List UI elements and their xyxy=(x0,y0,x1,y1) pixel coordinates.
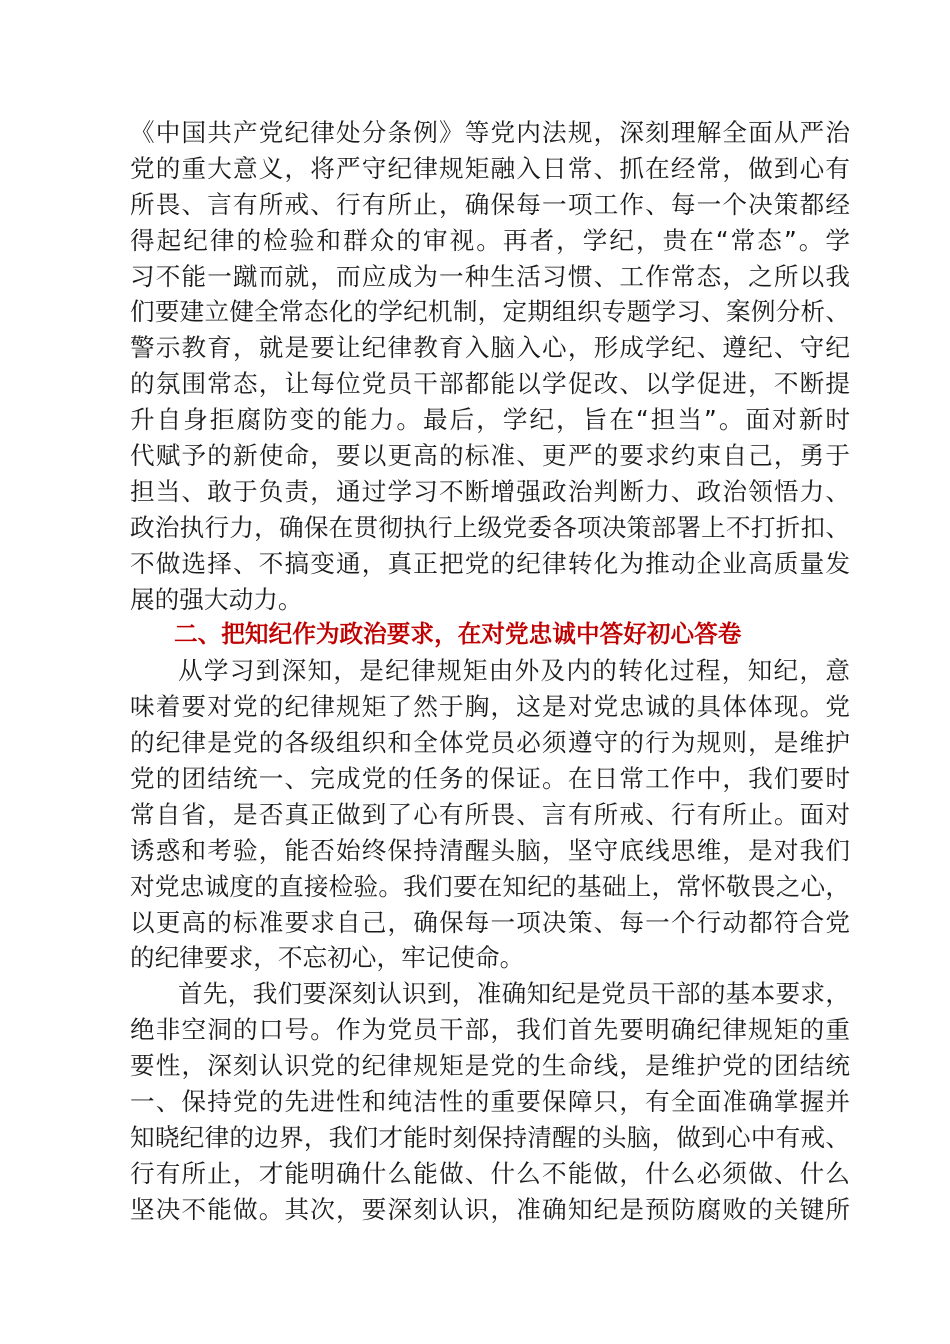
text-line: 们要建立健全常态化的学纪机制，定期组织专题学习、案例分析、 xyxy=(130,297,850,327)
text-line: 从学习到深知，是纪律规矩由外及内的转化过程，知纪，意 xyxy=(178,656,850,686)
text-line: 展的强大动力。 xyxy=(130,584,303,614)
text-line: 习不能一蹴而就，而应成为一种生活习惯、工作常态，之所以我 xyxy=(130,261,850,291)
text-line: 升自身拒腐防变的能力。最后，学纪，旨在“担当”。面对新时 xyxy=(130,405,850,435)
paragraph-3 xyxy=(130,976,850,1227)
text-line: 诱惑和考验，能否始终保持清醒头脑，坚守底线思维，是对我们 xyxy=(130,835,850,865)
text-line: 警示教育，就是要让纪律教育入脑入心，形成学纪、遵纪、守纪 xyxy=(130,333,850,363)
text-line: 所畏、言有所戒、行有所止，确保每一项工作、每一个决策都经 xyxy=(130,189,850,219)
text-line: 政治执行力，确保在贯彻执行上级党委各项决策部署上不打折扣、 xyxy=(130,512,850,542)
text-line: 行有所止，才能明确什么能做、什么不能做，什么必须做、什么 xyxy=(130,1158,850,1188)
paragraph-1 xyxy=(130,115,850,617)
text-line: 代赋予的新使命，要以更高的标准、更严的要求约束自己，勇于 xyxy=(130,441,850,471)
text-line: 《中国共产党纪律处分条例》等党内法规，深刻理解全面从严治 xyxy=(130,118,850,147)
text-line: 要性，深刻认识党的纪律规矩是党的生命线，是维护党的团结统 xyxy=(130,1051,850,1081)
section-heading: 二、把知纪作为政治要求，在对党忠诚中答好初心答卷 xyxy=(174,620,742,649)
text-line: 一、保持党的先进性和纯洁性的重要保障只，有全面准确掌握并 xyxy=(130,1087,850,1117)
text-line: 党的重大意义，将严守纪律规矩融入日常、抓在经常，做到心有 xyxy=(130,153,850,183)
text-line: 常自省，是否真正做到了心有所畏、言有所戒、行有所止。面对 xyxy=(130,799,850,829)
text-line: 知晓纪律的边界，我们才能时刻保持清醒的头脑，做到心中有戒、 xyxy=(130,1122,850,1152)
paragraph-2 xyxy=(130,653,850,976)
text-line: 坚决不能做。其次，要深刻认识，准确知纪是预防腐败的关键所 xyxy=(130,1194,850,1224)
text-line: 不做选择、不搞变通，真正把党的纪律转化为推动企业高质量发 xyxy=(130,548,850,578)
document-body xyxy=(130,115,850,1228)
text-line: 的纪律是党的各级组织和全体党员必须遵守的行为规则，是维护 xyxy=(130,728,850,758)
text-line: 得起纪律的检验和群众的审视。再者，学纪，贵在“常态”。学 xyxy=(130,225,850,255)
text-line: 的氛围常态，让每位党员干部都能以学促改、以学促进，不断提 xyxy=(130,369,850,399)
text-line: 的纪律要求，不忘初心，牢记使命。 xyxy=(130,943,525,973)
text-line: 味着要对党的纪律规矩了然于胸，这是对党忠诚的具体体现。党 xyxy=(130,692,850,722)
text-line: 担当、敢于负责，通过学习不断增强政治判断力、政治领悟力、 xyxy=(130,476,850,506)
text-line: 绝非空洞的口号。作为党员干部，我们首先要明确纪律规矩的重 xyxy=(130,1015,850,1045)
text-line: 党的团结统一、完成党的任务的保证。在日常工作中，我们要时 xyxy=(130,764,850,794)
text-line: 对党忠诚度的直接检验。我们要在知纪的基础上，常怀敬畏之心， xyxy=(130,871,850,901)
text-line: 首先，我们要深刻认识到，准确知纪是党员干部的基本要求， xyxy=(178,979,850,1009)
text-line: 以更高的标准要求自己，确保每一项决策、每一个行动都符合党 xyxy=(130,907,850,937)
